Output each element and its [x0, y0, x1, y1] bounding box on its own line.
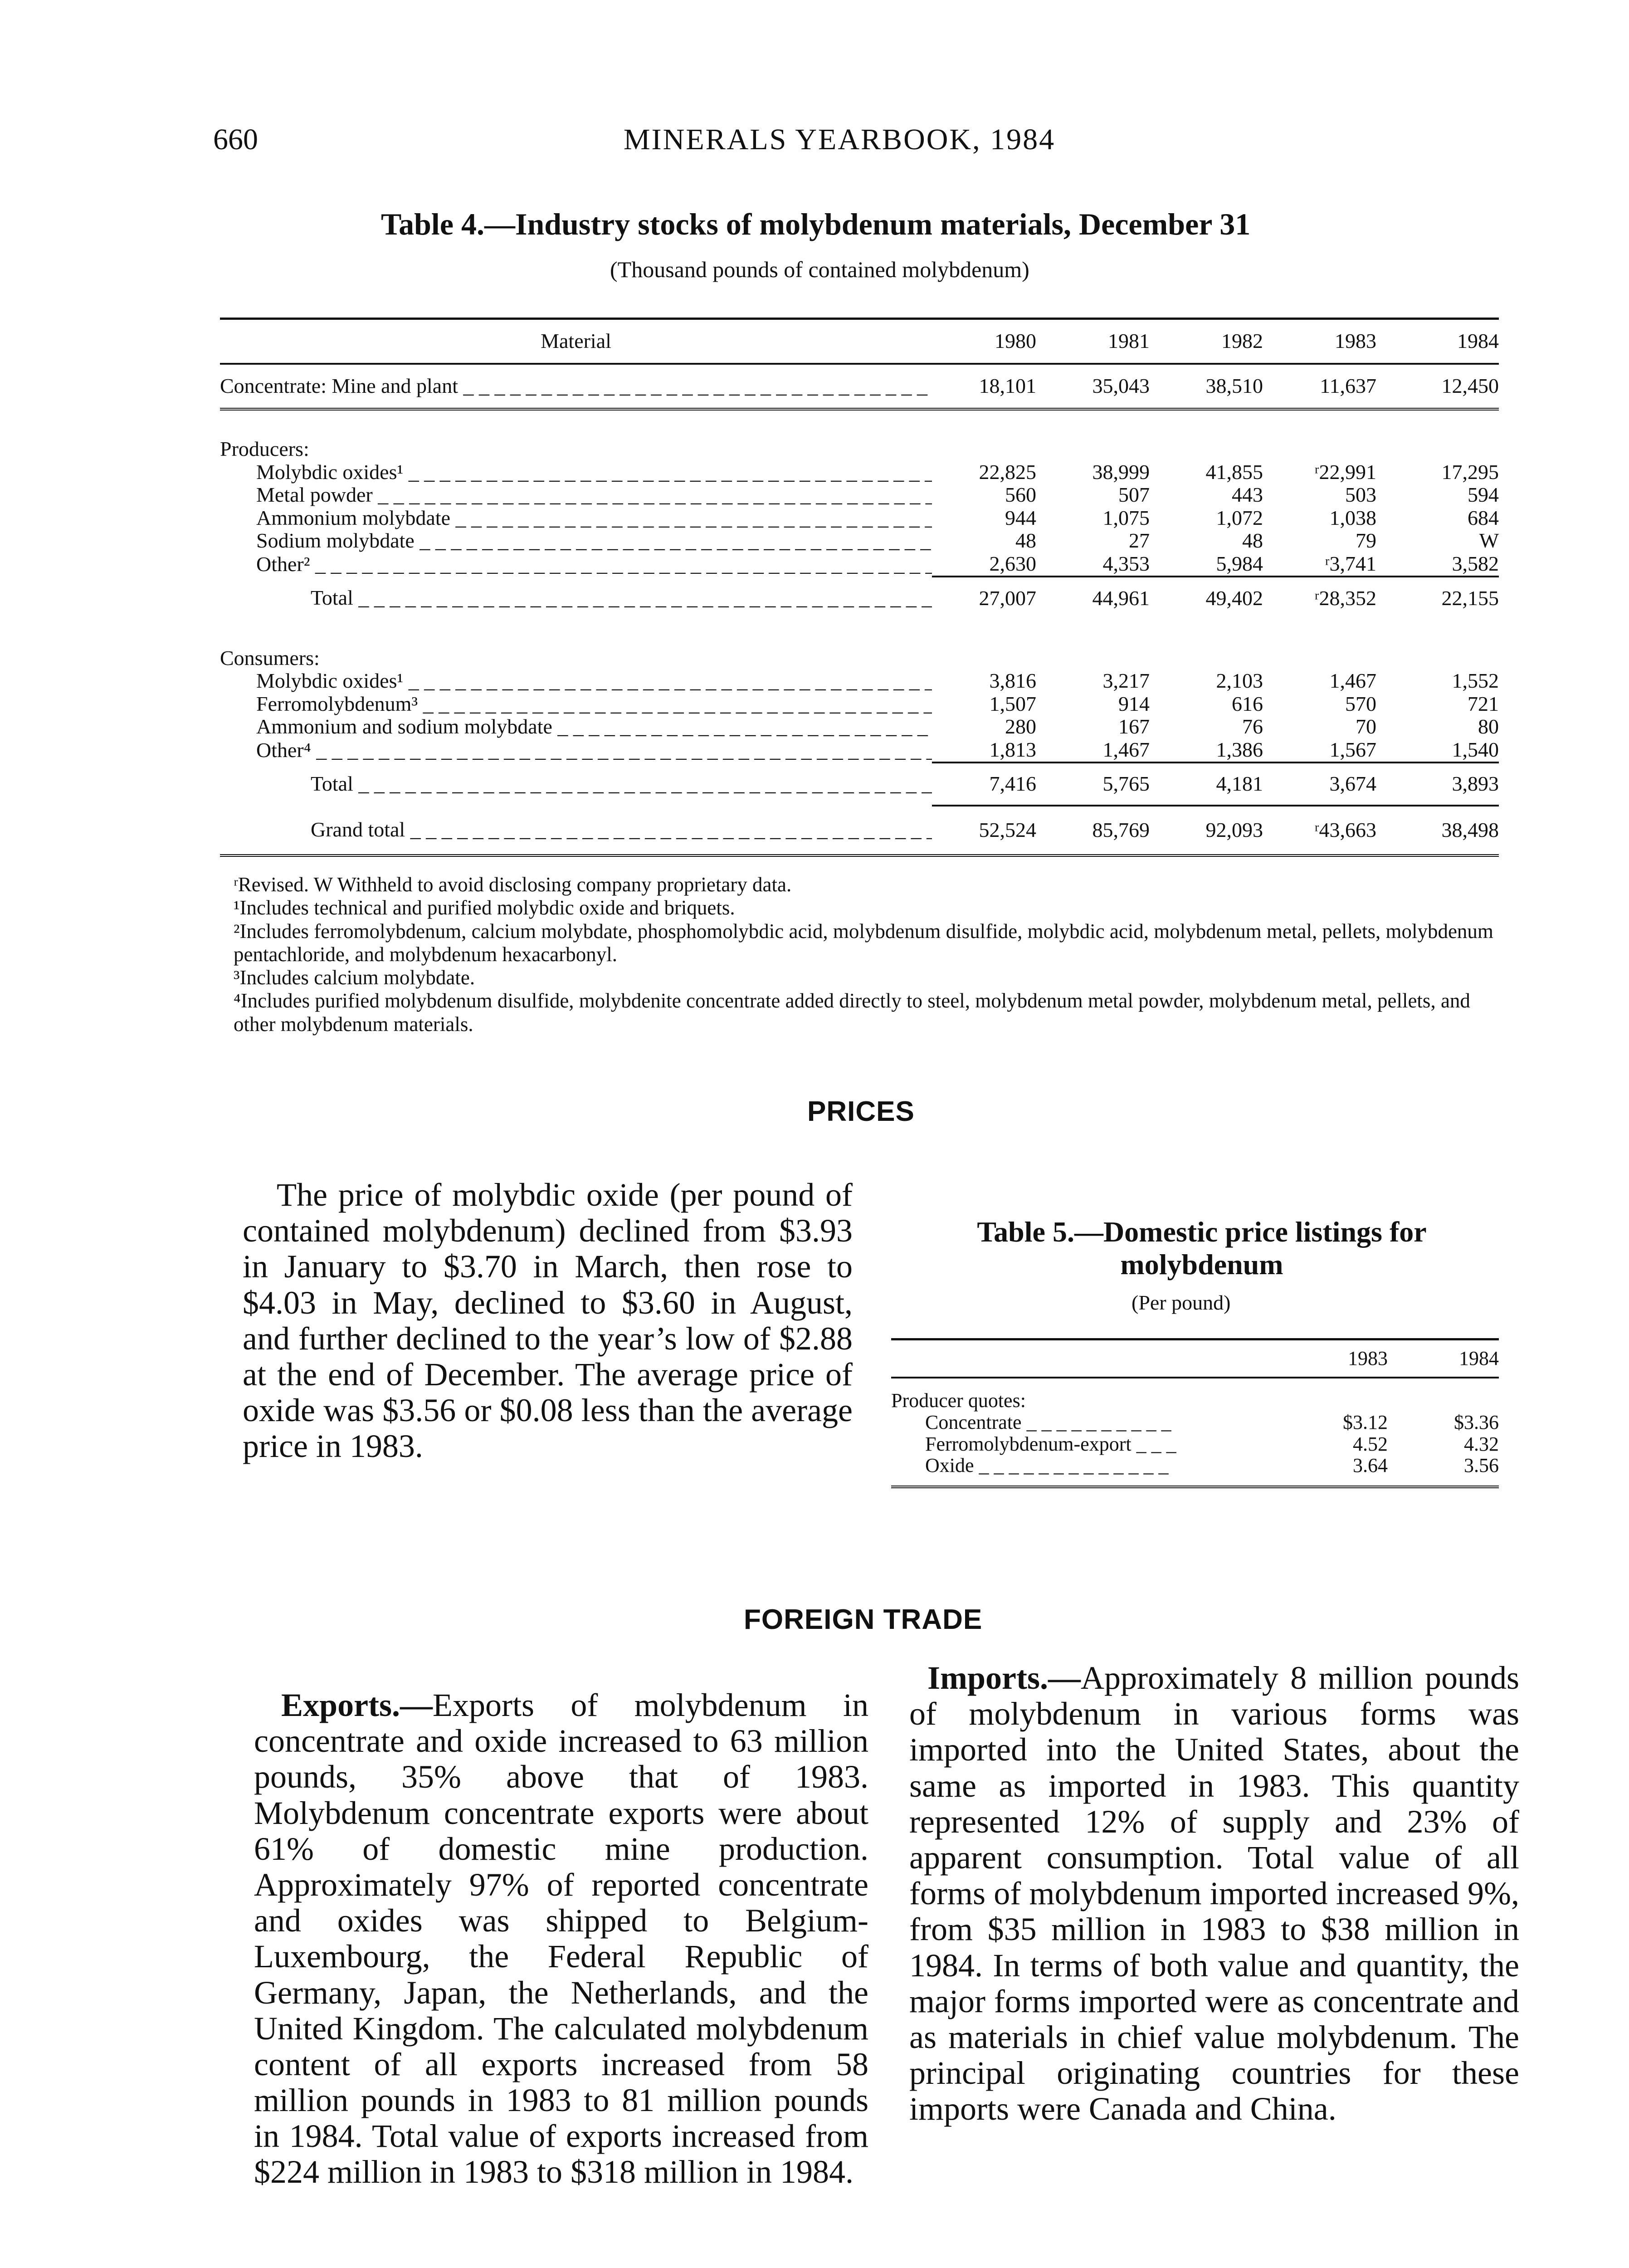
- section-label: Consumers:: [220, 646, 320, 670]
- cell: 41,855: [1205, 460, 1263, 484]
- cell: 4,353: [1102, 552, 1150, 575]
- table-row-total: [220, 763, 1499, 806]
- prices-heading: PRICES: [807, 1096, 915, 1127]
- cell: 22,825: [979, 460, 1036, 484]
- table4-footnotes: [234, 873, 1512, 1036]
- cell: 18,101: [979, 374, 1036, 398]
- row-label: Molybdic oxides¹: [256, 670, 404, 693]
- cell: 92,093: [1150, 806, 1263, 855]
- cell: $3.12: [1343, 1411, 1388, 1433]
- cell: 914: [1118, 692, 1150, 715]
- cell: 1,467: [1102, 738, 1150, 761]
- cell: 35,043: [1092, 374, 1150, 398]
- table4-header-row: [220, 319, 1499, 364]
- table-row: [220, 484, 1499, 507]
- cell: 5,984: [1216, 552, 1263, 575]
- cell: 85,769: [1036, 806, 1150, 855]
- cell: 1,075: [1102, 506, 1150, 529]
- cell: 11,637: [1320, 374, 1376, 398]
- cell: 27: [1129, 529, 1150, 552]
- table-row-total: [220, 577, 1499, 620]
- footnote: ¹Includes technical and purified molybdic oxide and briquets.: [234, 896, 735, 919]
- cell: 1,540: [1452, 738, 1499, 761]
- table5-col-year: 1983: [1290, 1339, 1388, 1378]
- cell: 79: [1356, 529, 1376, 552]
- cell: 167: [1118, 715, 1150, 738]
- row-label: Sodium molybdate: [256, 529, 415, 552]
- table4-col-material: Material: [220, 319, 932, 364]
- section-row: [891, 1378, 1499, 1412]
- footnote: ³Includes calcium molybdate.: [234, 966, 475, 989]
- section-row: [220, 647, 1499, 670]
- footnote: ⁴Includes purified molybdenum disulfide, molybdenite concentrate added directly to steel, molybdenum metal powder, molybdenum metal, pellets, and other molybdenum materials.: [234, 989, 1470, 1036]
- cell: 4,181: [1150, 763, 1263, 806]
- row-label: Concentrate: [925, 1411, 1022, 1433]
- cell: 48: [1242, 529, 1263, 552]
- cell: 7,416: [932, 763, 1036, 806]
- cell: 3.56: [1464, 1454, 1499, 1477]
- cell: 52,524: [932, 806, 1036, 855]
- cell: 80: [1478, 715, 1499, 738]
- exports-lead: Exports.—: [281, 1687, 433, 1723]
- row-label: Other⁴: [256, 738, 311, 762]
- cell: 38,999: [1092, 460, 1150, 484]
- cell: 17,295: [1441, 460, 1499, 484]
- table4-col-year: 1981: [1036, 319, 1150, 364]
- imports-text: Approximately 8 million pounds of molybdenum in various forms was imported into the United States, about the same as imported in 1983. This quantity represented 12% of supply and 23% of apparent consumption. Total value of all forms of molybdenum imported increased 9%, from $35 million in 1983 to $38 million in 1984. In terms of both value and quantity, the major forms imported were as concentrate and as materials in chief value molybdenum. The principal originating countries for these imports were Canada and China.: [909, 1660, 1519, 2127]
- table5: [891, 1338, 1499, 1488]
- table-row: [220, 364, 1499, 409]
- table-row: [220, 670, 1499, 693]
- section-label: Producer quotes:: [891, 1389, 1026, 1412]
- table5-subtitle: (Per pound): [1132, 1291, 1231, 1314]
- row-label: Total: [311, 586, 353, 609]
- table-row: [220, 552, 1499, 577]
- table4-col-year: 1983: [1263, 319, 1376, 364]
- table5-header-row: [891, 1339, 1499, 1378]
- cell: ʳ43,663: [1263, 806, 1376, 855]
- cell: ʳ28,352: [1263, 577, 1376, 620]
- cell: W: [1479, 529, 1499, 552]
- running-title: MINERALS YEARBOOK, 1984: [624, 123, 1056, 156]
- cell: 1,813: [989, 738, 1036, 761]
- cell: 3,893: [1376, 763, 1499, 806]
- cell: ʳ3,741: [1325, 552, 1376, 575]
- foreign-trade-heading: FOREIGN TRADE: [744, 1604, 983, 1635]
- prices-paragraph: [243, 1177, 853, 1465]
- cell: ʳ22,991: [1314, 460, 1376, 484]
- cell: 2,630: [989, 552, 1036, 575]
- cell: 1,567: [1329, 738, 1376, 761]
- footnote: ʳRevised. W Withheld to avoid disclosing company proprietary data.: [234, 873, 792, 896]
- row-label: Ferromolybdenum³: [256, 692, 418, 715]
- table-row: Ferromolybdenum-export _ _ _ 4.52 4.32: [925, 1432, 1499, 1455]
- table4-col-year: 1984: [1376, 319, 1499, 364]
- footnote: ²Includes ferromolybdenum, calcium molybdate, phosphomolybdic acid, molybdenum disulfide, molybdic acid, molybdenum metal, pellets, molybdenum pentachloride, and molybdenum hexacarbonyl.: [234, 919, 1493, 966]
- cell: 443: [1232, 483, 1263, 507]
- cell: 1,072: [1216, 506, 1263, 529]
- table5-col-year: 1984: [1388, 1339, 1499, 1378]
- imports-paragraph: [909, 1660, 1519, 2127]
- cell: 1,467: [1329, 669, 1376, 693]
- table5-title: Table 5.—Domestic price listings for molybdenum: [977, 1216, 1427, 1281]
- cell: 570: [1345, 692, 1376, 715]
- row-label: Grand total: [311, 817, 405, 841]
- cell: 48: [1015, 529, 1036, 552]
- cell: 22,155: [1376, 577, 1499, 620]
- row-label: Ammonium and sodium molybdate: [256, 715, 552, 738]
- cell: 76: [1242, 715, 1263, 738]
- cell: 721: [1468, 692, 1499, 715]
- table-row: [220, 507, 1499, 530]
- row-label: Oxide: [925, 1454, 974, 1477]
- table-row: [220, 715, 1499, 738]
- row-label: Total: [311, 772, 353, 795]
- cell: $3.36: [1454, 1411, 1499, 1433]
- table4: [220, 318, 1499, 857]
- cell: 503: [1345, 483, 1376, 507]
- row-label: Metal powder: [256, 484, 373, 507]
- table4-subtitle: (Thousand pounds of contained molybdenum): [610, 257, 1029, 282]
- cell: 3,816: [989, 669, 1036, 693]
- exports-text: Exports of molybdenum in concentrate and oxide increased to 63 million pounds, 35% above that of 1983. Molybdenum concentrate exports were about 61% of domestic mine production. Approximately 97% of reported concentrate and oxides was shipped to Belgium-Luxembourg, the Federal Republic of Germany, Japan, the Netherlands, and the United Kingdom. The calculated molybdenum content of all exports increased from 58 million pounds in 1983 to 81 million pounds in 1984. Total value of exports increased from $224 million in 1983 to $318 million in 1984.: [254, 1687, 868, 2190]
- cell: 594: [1468, 483, 1499, 507]
- cell: 70: [1356, 715, 1376, 738]
- table-row: [220, 461, 1499, 484]
- cell: 4.32: [1464, 1432, 1499, 1455]
- cell: 27,007: [932, 577, 1036, 620]
- row-label: Molybdic oxides¹: [256, 460, 404, 484]
- cell: 560: [1005, 483, 1036, 507]
- exports-paragraph: [254, 1687, 868, 2190]
- row-label: Ammonium molybdate: [256, 506, 451, 529]
- table-row: [220, 738, 1499, 763]
- cell: 3,582: [1452, 552, 1499, 575]
- imports-lead: Imports.—: [927, 1660, 1081, 1696]
- table-row-grand-total: [220, 806, 1499, 855]
- cell: 1,507: [989, 692, 1036, 715]
- row-label: Other²: [256, 552, 310, 576]
- cell: 49,402: [1150, 577, 1263, 620]
- cell: 1,386: [1216, 738, 1263, 761]
- page-number: 660: [213, 123, 258, 156]
- cell: 12,450: [1441, 374, 1499, 398]
- cell: 38,510: [1205, 374, 1263, 398]
- cell: 507: [1118, 483, 1150, 507]
- row-label: Ferromolybdenum-export: [925, 1432, 1132, 1455]
- cell: 38,498: [1376, 806, 1499, 855]
- section-label: Producers:: [220, 438, 309, 460]
- section-row: [220, 438, 1499, 461]
- cell: 944: [1005, 506, 1036, 529]
- cell: 4.52: [1353, 1432, 1388, 1455]
- cell: 5,765: [1036, 763, 1150, 806]
- table4-title: Table 4.—Industry stocks of molybdenum materials, December 31: [381, 207, 1251, 241]
- table4-col-year: 1982: [1150, 319, 1263, 364]
- table4-col-year: 1980: [932, 319, 1036, 364]
- row-label: Concentrate: Mine and plant: [220, 374, 458, 398]
- cell: 1,552: [1452, 669, 1499, 693]
- cell: 616: [1232, 692, 1263, 715]
- table-row: [220, 529, 1499, 552]
- cell: 3,674: [1263, 763, 1376, 806]
- cell: 3.64: [1353, 1454, 1388, 1477]
- cell: 44,961: [1036, 577, 1150, 620]
- cell: 684: [1468, 506, 1499, 529]
- table-row: Concentrate _ _ _ _ _ _ _ _ _ _ $3.12 $3.36: [925, 1411, 1499, 1433]
- cell: 3,217: [1102, 669, 1150, 693]
- table-row: [220, 693, 1499, 716]
- cell: 2,103: [1216, 669, 1263, 693]
- cell: 1,038: [1329, 506, 1376, 529]
- cell: 280: [1005, 715, 1036, 738]
- prices-text: The price of molybdic oxide (per pound of contained molybdenum) declined from $3.93 in January to $3.70 in March, then rose to $4.03 in May, declined to $3.60 in August, and further declined to the year’s low of $2.88 at the end of December. The average price of oxide was $3.56 or $0.08 less than the average price in 1983.: [243, 1177, 853, 1465]
- table-row: Oxide _ _ _ _ _ _ _ _ _ _ _ _ _ 3.64 3.56: [925, 1454, 1499, 1477]
